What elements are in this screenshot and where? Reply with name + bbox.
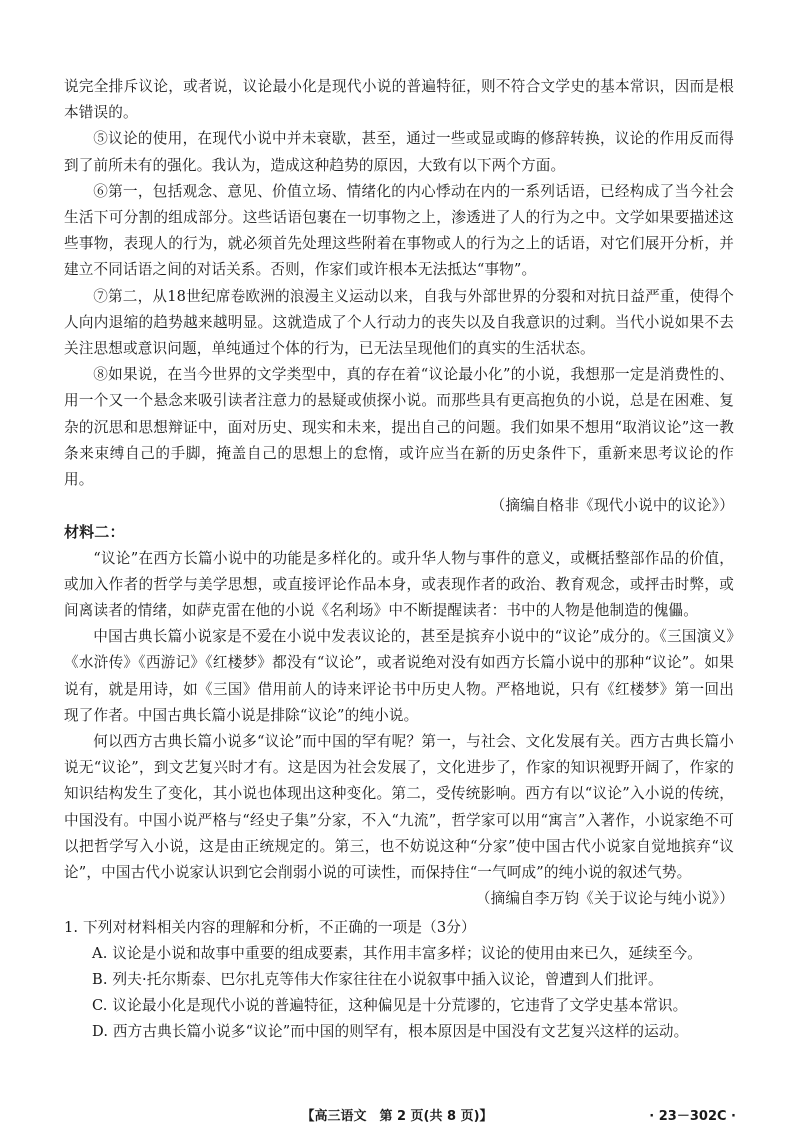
paragraph-continued: 说完全排斥议论，或者说，议论最小化是现代小说的普遍特征，则不符合文学史的基本常识，因而是根本错误的。	[64, 78, 734, 122]
material-2-paragraph-2: 中国古典长篇小说家是不爱在小说中发表议论的，甚至是摈弃小说中的“议论”成分的。《三国演义》《水浒传》《西游记》《红楼梦》都没有“议论”，或者说绝对没有如西方长篇小说中的那种“议论”。如果说有，就是用诗，如《三国》借用前人的诗来评论书中历史人物。严格地说，只有《红楼梦》第一回出现了作者。中国古典长篇小说是排除“议论”的纯小说。	[64, 628, 734, 724]
paragraph-5: ⑤议论的使用，在现代小说中并未衰歇，甚至，通过一些或显或晦的修辞转换，议论的作用反而得到了前所未有的强化。我认为，造成这种趋势的原因，大致有以下两个方面。	[64, 130, 734, 174]
paragraph-6: ⑥第一，包括观念、意见、价值立场、情绪化的内心悸动在内的一系列话语，已经构成了当今社会生活下可分割的组成部分。这些话语包裹在一切事物之上，渗透进了人的行为之中。文学如果要描述这些事物，表现人的行为，就必须首先处理这些附着在事物或人的行为之上的话语，对它们展开分析，并建立不同话语之间的对话关系。否则，作家们或许根本无法抵达“事物”。	[64, 182, 734, 279]
material-2-paragraph-1: “议论”在西方长篇小说中的功能是多样化的。或升华人物与事件的意义，或概括整部作品的价值，或加入作者的哲学与美学思想，或直接评论作品本身，或表现作者的政治、教育观念，或抨击时弊，或间离读者的情绪，如萨克雷在他的小说《名利场》中不断提醒读者：书中的人物是他制造的傀儡。	[64, 549, 734, 620]
material-2-heading: 材料二：	[64, 523, 125, 542]
option-b: B. 列夫·托尔斯泰、巴尔扎克等伟大作家往往在小说叙事中插入议论，曾遭到人们批评。	[92, 970, 663, 988]
paragraph-7: ⑦第二，从18世纪席卷欧洲的浪漫主义运动以来，自我与外部世界的分裂和对抗日益严重，使得个人向内退缩的趋势越来越明显。这就造成了个人行动力的丧失以及自我意识的过剩。当代小说如果不去关注思想或意识问题，单纯通过个体的行为，已无法呈现他们的真实的生活状态。	[64, 287, 734, 358]
source-citation-1: （摘编自格非《现代小说中的议论》）	[490, 497, 734, 515]
option-d: D. 西方古典长篇小说多“议论”而中国的则罕有，根本原因是中国没有文艺复兴这样的运动。	[92, 1023, 689, 1041]
paragraph-8: ⑧如果说，在当今世界的文学类型中，真的存在着“议论最小化”的小说，我想那一定是消费性的、用一个又一个悬念来吸引读者注意力的悬疑或侦探小说。而那些具有更高抱负的小说，总是在困难、复杂的沉思和思想辩证中，面对历史、现实和未来，提出自己的问题。我们如果不想用“取消议论”这一教条来束缚自己的手脚，掩盖自己的思想上的怠惰，或许应当在新的历史条件下，重新来思考议论的作用。	[64, 366, 734, 489]
material-2-paragraph-3: 何以西方古典长篇小说多“议论”而中国的罕有呢？第一，与社会、文化发展有关。西方古典长篇小说无“议论”，到文艺复兴时才有。这是因为社会发展了，文化进步了，作家的知识视野开阔了，作家的知识结构发生了变化，其小说也体现出这种变化。第二，受传统影响。西方有以“议论”入小说的传统，中国没有。中国小说严格与“经史子集”分家，不入“九流”，哲学家可以用“寓言”入著作，小说家绝不可以把哲学写入小说，这是由正统规定的。第三，也不妨说这种“分家”使中国古代小说家自觉地摈弃“议论”，中国古代小说家认识到它会削弱小说的可读性，而保持住“一气呵成”的纯小说的叙述气势。	[64, 733, 734, 882]
document-page	[64, 74, 734, 1046]
option-c: C. 议论最小化是现代小说的普遍特征，这种偏见是十分荒谬的，它违背了文学史基本常识。	[92, 997, 688, 1015]
question-stem: 1. 下列对材料相关内容的理解和分析，不正确的一项是（3分）	[64, 918, 476, 936]
option-a: A. 议论是小说和故事中重要的组成要素，其作用丰富多样；议论的使用由来已久，延续至今。	[92, 944, 703, 962]
footer-exam-code: · 23－302C ·	[649, 1109, 736, 1124]
footer-page-info: 【高三语文 第 2 页(共 8 页)】	[301, 1109, 493, 1124]
source-citation-2: （摘编自李万钧《关于议论与纯小说》）	[475, 890, 734, 908]
